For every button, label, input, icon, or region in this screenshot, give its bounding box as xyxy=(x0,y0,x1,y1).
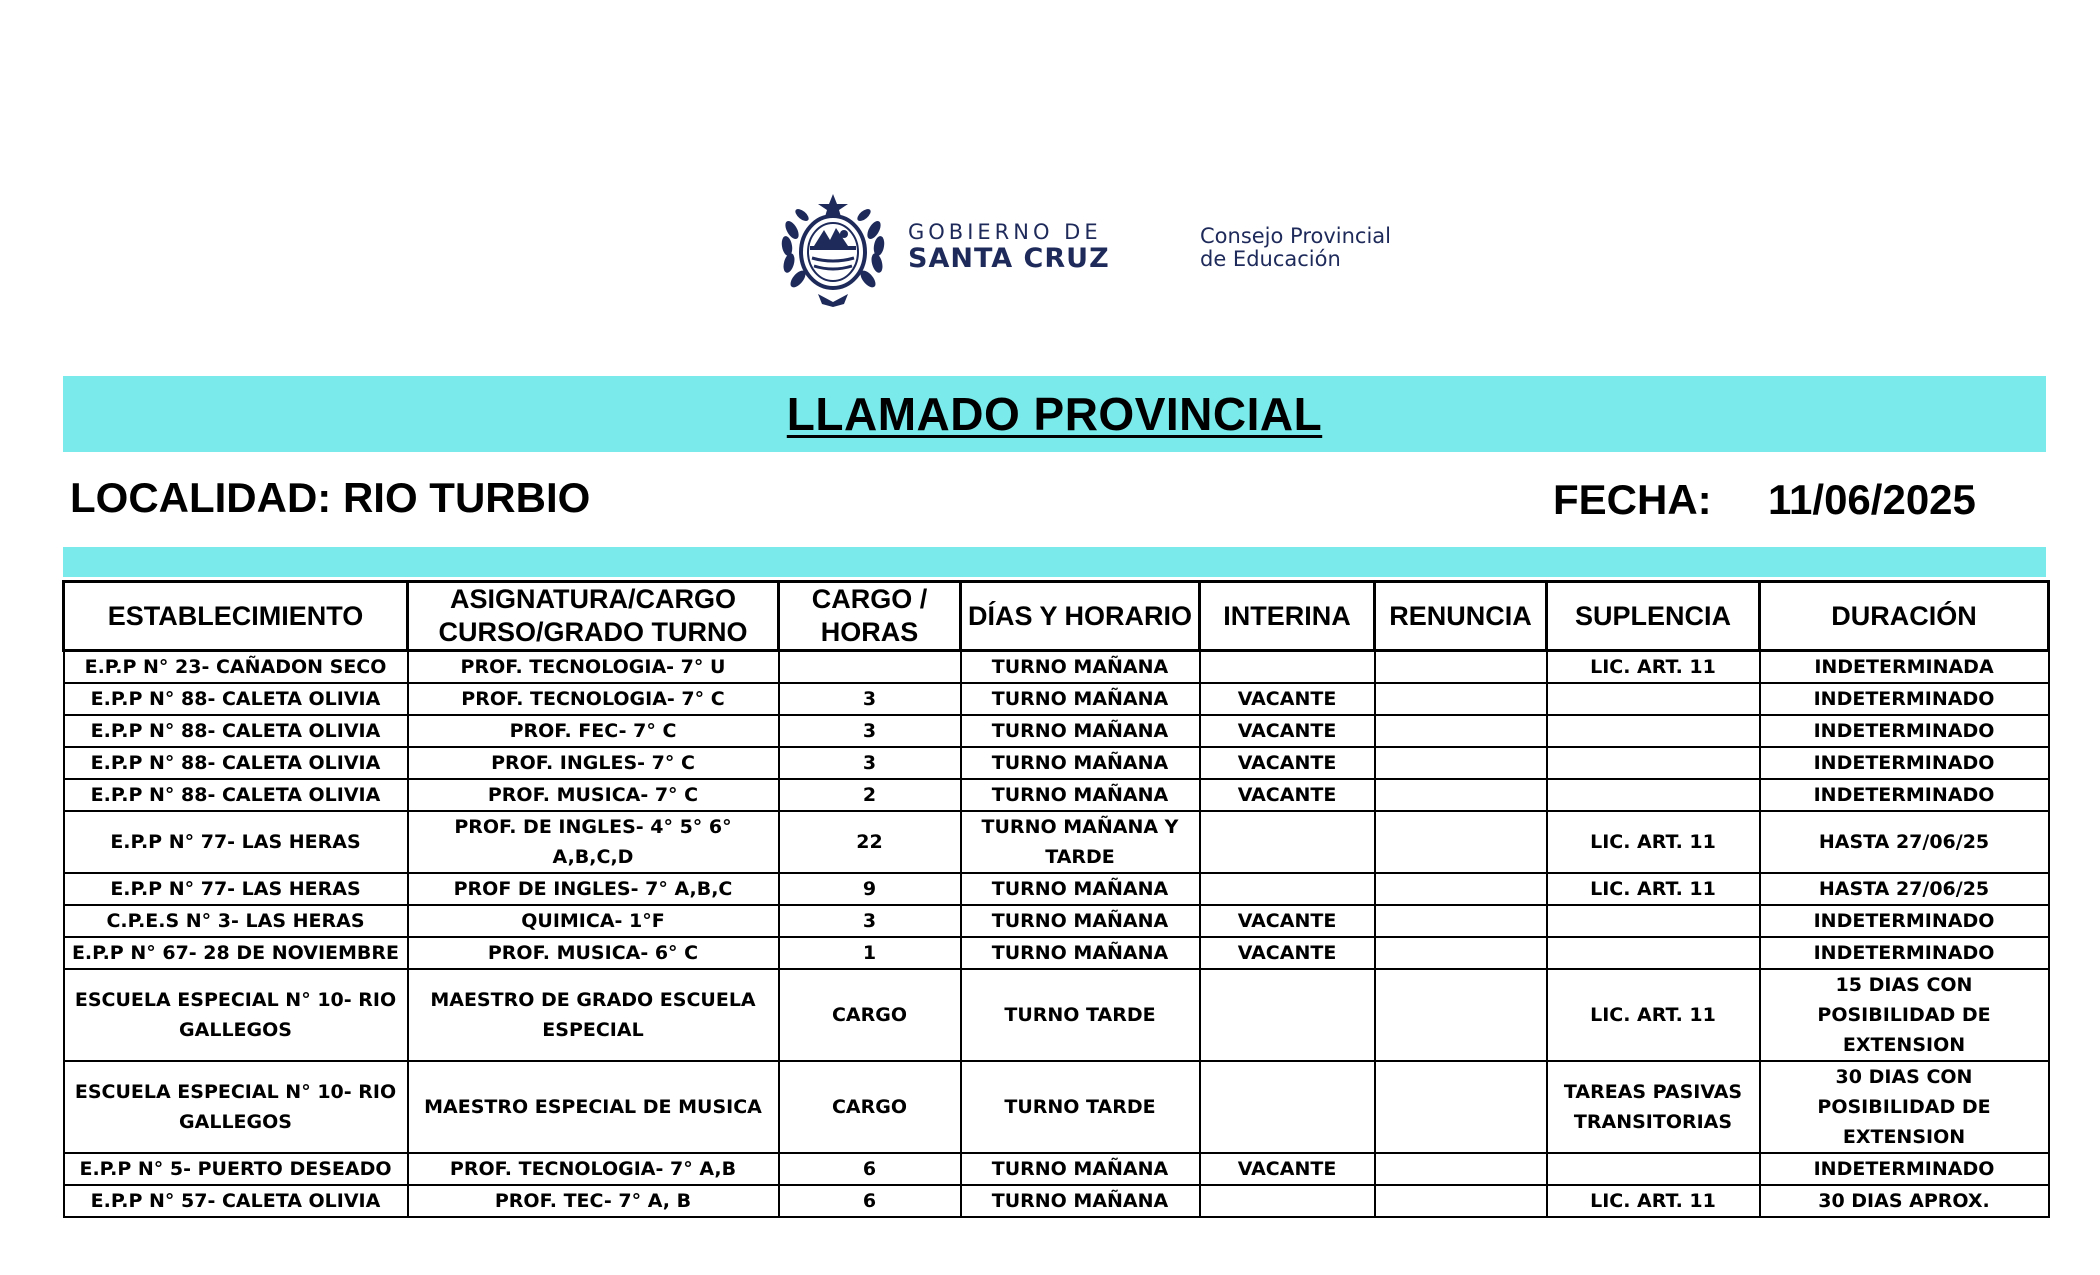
table-row xyxy=(64,779,2049,811)
table-cell xyxy=(1375,811,1547,873)
table-cell xyxy=(1375,651,1547,684)
table-cell xyxy=(1375,905,1547,937)
table-cell xyxy=(1200,969,1375,1061)
table-row xyxy=(64,1153,2049,1185)
title-band xyxy=(63,376,2046,452)
table-cell xyxy=(1375,1185,1547,1217)
table-cell: PROF. TEC- 7° A, B xyxy=(408,1185,779,1217)
table-cell: E.P.P N° 88- CALETA OLIVIA xyxy=(64,683,408,715)
table-cell xyxy=(1547,937,1760,969)
table-cell: PROF. TECNOLOGIA- 7° A,B xyxy=(408,1153,779,1185)
table-cell: TURNO MAÑANA Y TARDE xyxy=(961,811,1200,873)
table-cell xyxy=(1375,715,1547,747)
table-cell: INDETERMINADO xyxy=(1760,715,2049,747)
table-row xyxy=(64,905,2049,937)
council-line2: de Educación xyxy=(1200,247,1341,271)
table-cell: 3 xyxy=(779,747,961,779)
table-cell: MAESTRO ESPECIAL DE MUSICA xyxy=(408,1061,779,1153)
government-wordmark xyxy=(908,220,1110,274)
table-cell: E.P.P N° 5- PUERTO DESEADO xyxy=(64,1153,408,1185)
table-cell xyxy=(1547,905,1760,937)
table-cell: TURNO MAÑANA xyxy=(961,715,1200,747)
table-cell: E.P.P N° 57- CALETA OLIVIA xyxy=(64,1185,408,1217)
table-cell: TURNO MAÑANA xyxy=(961,937,1200,969)
table-cell: LIC. ART. 11 xyxy=(1547,1185,1760,1217)
table-cell xyxy=(1547,779,1760,811)
table-header-row xyxy=(64,582,2049,651)
table-cell: 9 xyxy=(779,873,961,905)
table-cell: MAESTRO DE GRADO ESCUELA ESPECIAL xyxy=(408,969,779,1061)
table-cell: INDETERMINADO xyxy=(1760,1153,2049,1185)
header-logo xyxy=(778,190,1458,310)
table-cell: 30 DIAS CON POSIBILIDAD DE EXTENSION xyxy=(1760,1061,2049,1153)
table-cell: CARGO xyxy=(779,1061,961,1153)
positions-table xyxy=(62,580,2050,1218)
table-cell: 15 DIAS CON POSIBILIDAD DE EXTENSION xyxy=(1760,969,2049,1061)
table-cell: 3 xyxy=(779,683,961,715)
table-cell xyxy=(1547,715,1760,747)
table-cell: TURNO MAÑANA xyxy=(961,651,1200,684)
table-cell xyxy=(1200,873,1375,905)
table-row xyxy=(64,811,2049,873)
table-cell: PROF. FEC- 7° C xyxy=(408,715,779,747)
table-cell xyxy=(1375,1061,1547,1153)
table-cell: INDETERMINADO xyxy=(1760,747,2049,779)
table-cell: 2 xyxy=(779,779,961,811)
table-cell: C.P.E.S N° 3- LAS HERAS xyxy=(64,905,408,937)
table-cell: ESCUELA ESPECIAL N° 10- RIO GALLEGOS xyxy=(64,1061,408,1153)
col-header: SUPLENCIA xyxy=(1547,582,1760,651)
table-cell: E.P.P N° 88- CALETA OLIVIA xyxy=(64,747,408,779)
table-cell xyxy=(1547,1153,1760,1185)
council-line1: Consejo Provincial xyxy=(1200,224,1392,248)
col-header: ASIGNATURA/CARGO CURSO/GRADO TURNO xyxy=(408,582,779,651)
table-body xyxy=(64,651,2049,1218)
table-cell: VACANTE xyxy=(1200,905,1375,937)
table-cell: CARGO xyxy=(779,969,961,1061)
table-cell: 22 xyxy=(779,811,961,873)
table-cell xyxy=(1547,747,1760,779)
council-wordmark xyxy=(1200,225,1391,271)
table-cell: 1 xyxy=(779,937,961,969)
col-header: ESTABLECIMIENTO xyxy=(64,582,408,651)
province-seal-icon xyxy=(778,190,888,308)
table-cell: ESCUELA ESPECIAL N° 10- RIO GALLEGOS xyxy=(64,969,408,1061)
table-cell xyxy=(1200,1061,1375,1153)
table-cell: 3 xyxy=(779,905,961,937)
table-cell: INDETERMINADO xyxy=(1760,779,2049,811)
table-cell: VACANTE xyxy=(1200,715,1375,747)
page-title: LLAMADO PROVINCIAL xyxy=(786,388,1323,440)
gov-line2: SANTA CRUZ xyxy=(908,243,1110,274)
table-cell: 30 DIAS APROX. xyxy=(1760,1185,2049,1217)
table-cell xyxy=(1547,683,1760,715)
col-header: RENUNCIA xyxy=(1375,582,1547,651)
col-header: CARGO / HORAS xyxy=(779,582,961,651)
table-cell xyxy=(1375,779,1547,811)
table-cell xyxy=(1200,651,1375,684)
table-cell: HASTA 27/06/25 xyxy=(1760,811,2049,873)
table-cell: VACANTE xyxy=(1200,937,1375,969)
table-cell xyxy=(1200,1185,1375,1217)
table-cell: TAREAS PASIVAS TRANSITORIAS xyxy=(1547,1061,1760,1153)
table-cell: PROF DE INGLES- 7° A,B,C xyxy=(408,873,779,905)
table-row xyxy=(64,873,2049,905)
table-cell xyxy=(1375,937,1547,969)
table-row xyxy=(64,683,2049,715)
divider-band xyxy=(63,547,2046,577)
table-cell xyxy=(1375,969,1547,1061)
table-cell xyxy=(1200,811,1375,873)
table-cell: TURNO MAÑANA xyxy=(961,873,1200,905)
table-row xyxy=(64,651,2049,684)
table-cell: E.P.P N° 88- CALETA OLIVIA xyxy=(64,779,408,811)
table-cell: LIC. ART. 11 xyxy=(1547,969,1760,1061)
table-cell: LIC. ART. 11 xyxy=(1547,651,1760,684)
table-cell: VACANTE xyxy=(1200,1153,1375,1185)
table-cell: PROF. TECNOLOGIA- 7° C xyxy=(408,683,779,715)
table-cell: 3 xyxy=(779,715,961,747)
table-cell xyxy=(1375,747,1547,779)
table-cell: TURNO MAÑANA xyxy=(961,1153,1200,1185)
table-cell: E.P.P N° 67- 28 DE NOVIEMBRE xyxy=(64,937,408,969)
col-header: INTERINA xyxy=(1200,582,1375,651)
table-cell: VACANTE xyxy=(1200,683,1375,715)
table-cell: 6 xyxy=(779,1153,961,1185)
table-cell: PROF. DE INGLES- 4° 5° 6° A,B,C,D xyxy=(408,811,779,873)
table-cell xyxy=(779,651,961,684)
table-row xyxy=(64,937,2049,969)
table-cell: PROF. MUSICA- 7° C xyxy=(408,779,779,811)
table-cell: E.P.P N° 88- CALETA OLIVIA xyxy=(64,715,408,747)
date-label: FECHA: xyxy=(1553,476,1712,523)
table-cell: LIC. ART. 11 xyxy=(1547,873,1760,905)
table-cell: E.P.P N° 77- LAS HERAS xyxy=(64,873,408,905)
table-cell: VACANTE xyxy=(1200,779,1375,811)
locality-label: LOCALIDAD: RIO TURBIO xyxy=(70,474,591,521)
table-cell xyxy=(1375,1153,1547,1185)
table-cell xyxy=(1375,683,1547,715)
table-row xyxy=(64,1061,2049,1153)
locality-date-row xyxy=(70,470,2046,530)
table-cell: INDETERMINADO xyxy=(1760,937,2049,969)
table-cell: TURNO TARDE xyxy=(961,969,1200,1061)
table-cell: INDETERMINADO xyxy=(1760,905,2049,937)
table-row xyxy=(64,715,2049,747)
table-cell: 6 xyxy=(779,1185,961,1217)
table-cell xyxy=(1375,873,1547,905)
table-cell: TURNO MAÑANA xyxy=(961,905,1200,937)
table-cell: LIC. ART. 11 xyxy=(1547,811,1760,873)
gov-line1: GOBIERNO DE xyxy=(908,220,1102,244)
table-cell: PROF. MUSICA- 6° C xyxy=(408,937,779,969)
table-cell: E.P.P N° 23- CAÑADON SECO xyxy=(64,651,408,684)
date-value: 11/06/2025 xyxy=(1768,476,1976,523)
table-row xyxy=(64,747,2049,779)
table-cell: TURNO MAÑANA xyxy=(961,747,1200,779)
table-cell: E.P.P N° 77- LAS HERAS xyxy=(64,811,408,873)
table-cell: TURNO TARDE xyxy=(961,1061,1200,1153)
table-cell: INDETERMINADA xyxy=(1760,651,2049,684)
table-cell: TURNO MAÑANA xyxy=(961,779,1200,811)
table-cell: VACANTE xyxy=(1200,747,1375,779)
col-header: DURACIÓN xyxy=(1760,582,2049,651)
table-row xyxy=(64,1185,2049,1217)
table-cell: INDETERMINADO xyxy=(1760,683,2049,715)
col-header: DÍAS Y HORARIO xyxy=(961,582,1200,651)
table-cell: TURNO MAÑANA xyxy=(961,1185,1200,1217)
table-row xyxy=(64,969,2049,1061)
table-cell: HASTA 27/06/25 xyxy=(1760,873,2049,905)
table-cell: PROF. TECNOLOGIA- 7° U xyxy=(408,651,779,684)
table-cell: TURNO MAÑANA xyxy=(961,683,1200,715)
table-cell: PROF. INGLES- 7° C xyxy=(408,747,779,779)
table-cell: QUIMICA- 1°F xyxy=(408,905,779,937)
